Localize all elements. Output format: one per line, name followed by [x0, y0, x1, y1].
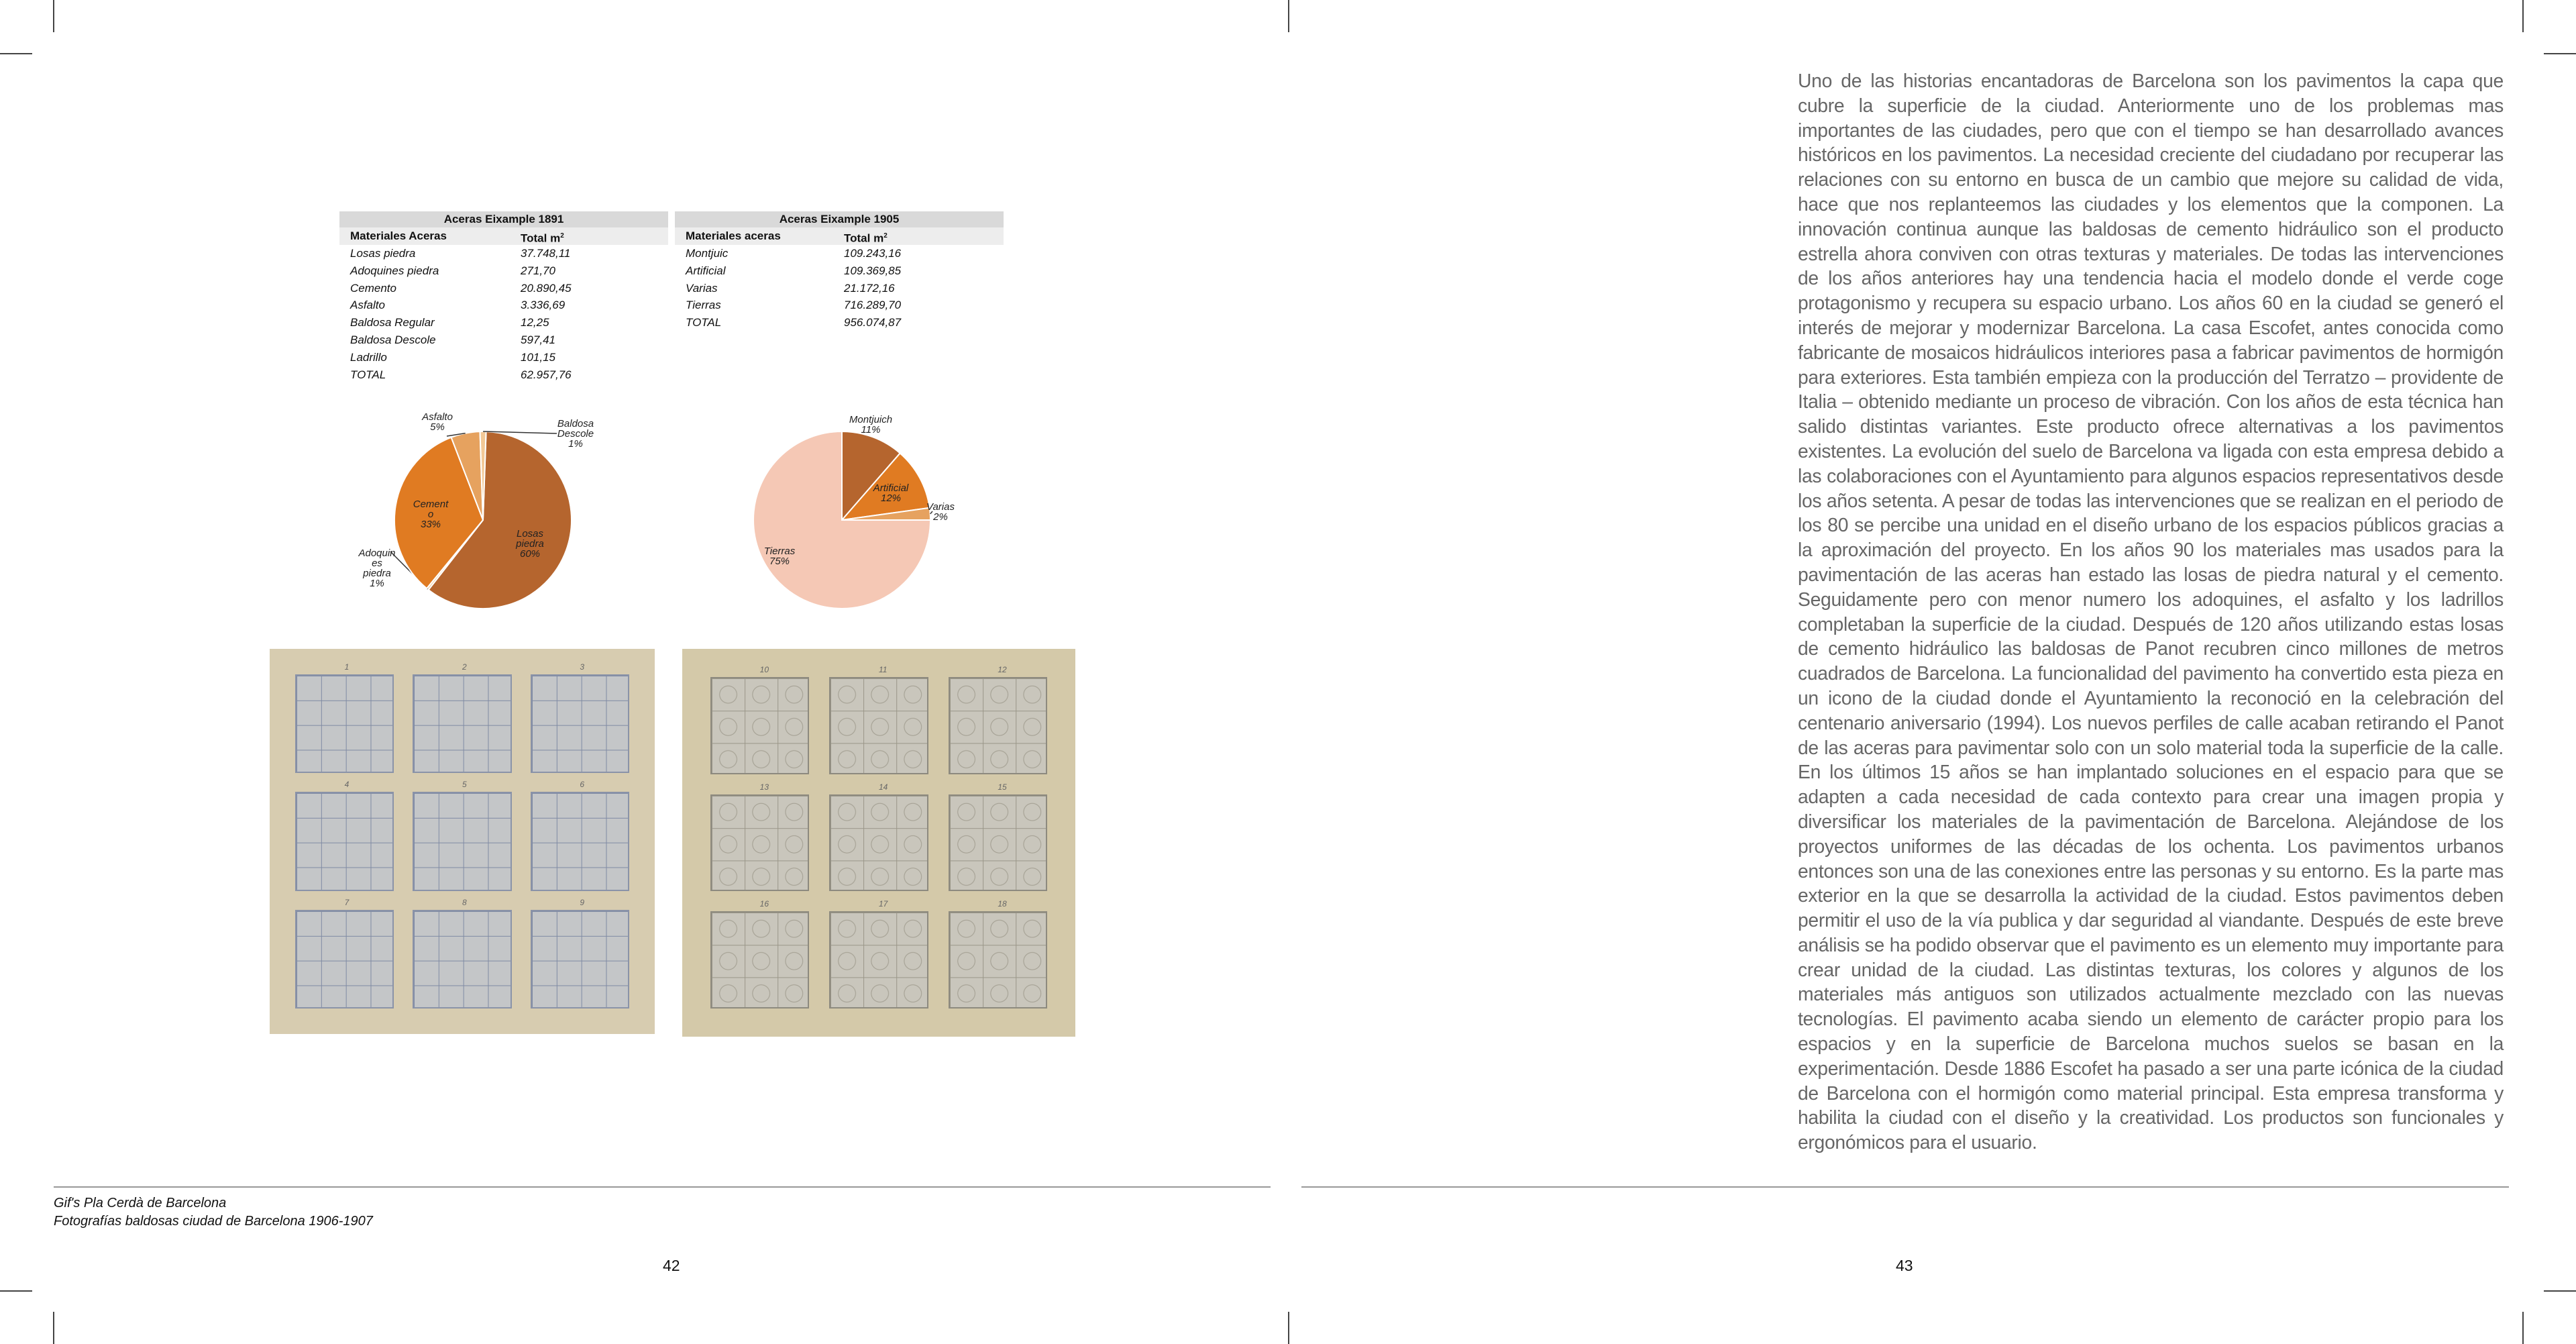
total-cell: 101,15	[521, 350, 555, 364]
caption-line-2: Fotografías baldosas ciudad de Barcelona 1906-1907	[54, 1214, 373, 1229]
tile-sample	[413, 780, 511, 890]
tile-number: 18	[998, 899, 1007, 909]
footer-rule	[54, 1186, 1271, 1188]
material-cell: Artificial	[686, 264, 726, 277]
slice-label: Montjuich 11%	[849, 414, 893, 435]
tile-number: 3	[580, 662, 584, 672]
crop-mark	[0, 1290, 32, 1292]
material-cell: Tierras	[686, 299, 721, 312]
tile-number: 16	[759, 899, 769, 909]
material-cell: Ladrillo	[350, 350, 387, 364]
table-title: Aceras Eixample 1891	[339, 211, 668, 227]
tile-sample	[531, 897, 629, 1009]
slice-label: Adoquin es piedra 1%	[358, 548, 396, 589]
tile-number: 1	[344, 662, 350, 672]
tile-number: 5	[462, 780, 467, 790]
tile-sample	[829, 899, 928, 1009]
body-text: Uno de las historias encantadoras de Barcelona son los pavimentos la capa que cubre la superficie de la ciudad. Anteriormente uno de los problemas mas importantes de las ciudades, pero que con el tiempo se han desarrollado avances históricos en los pavimentos. La necesidad creciente del ciudadano por recuperar las relaciones con su entorno en busca de un cambio que mejore su calidad de vida, hace que nos replanteemos las ciudades y los elementos que la componen. La innovación continua aunque las baldosas de cemento hidráulico son el producto estrella ahora conviven con otras texturas y materiales. De todas las intervenciones de los años anteriores hay una tendencia hacia el modelo donde el verde coge protagonismo y recupera su espacio urbano. Los años 60 en la ciudad se generó el interés de mejorar y modernizar Barcelona. La casa Escofet, antes conocida como fabricante de mosaicos hidráulicos interiores pasa a fabricar pavimentos de hormigón para exteriores. Esta también empieza con la producción del Terratzo – providente de Italia – obtenido mediante un proceso de vibración. Con los años de esta técnica han salido distintas variantes. Este producto ofrece alternativas a los pavimentos existentes. La evolución del suelo de Barcelona va ligada con esta empresa debido a las colaboraciones con el Ayuntamiento para algunos espacios representativos desde los años setenta. A pesar de todas las intervenciones que se realizan en el periodo de los 80 se percibe una unidad en el diseño urbano de los espacios públicos gracias a la aproximación del proyecto. En los años 90 los materiales mas usados para la pavimentación de las aceras han estado las losas de piedra natural y el cemento. Seguidamente pero con menor numero los adoquines, el asfalto y los ladrillos completaban la superficie de la ciudad. Después de 120 años utilizando estas losas de cemento hidráulico las baldosas de Panot recubren cinco millones de metros cuadrados de Barcelona. La funcionalidad del pavimento ha convertido esta pieza en un icono de la ciudad donde el Ayuntamiento la reconoció en la celebración del centenario aniversario (1994). Los nuevos perfiles de calle acaban retirando el Panot de las aceras para pavimentar solo con un solo material toda la superficie de la calle. En los últimos 15 años se han implantado soluciones en el espacio para que se adapten a cada necesidad de cada contexto para crear una imagen propia y diversificar los materiales de la pavimentación de Barcelona. Alejándose de los proyectos uniformes de las décadas de los ochenta. Los pavimentos urbanos entonces son una de las conexiones entre las personas y su entorno. Es la parte mas exterior en la que se desarrolla la actividad de la ciudad. Estos pavimentos deben permitir el uso de la vía publica y dar seguridad al viandante. Después de este breve análisis se ha podido observar que el pavimento es un elemento muy importante para crear unidad de la ciudad. Las distintas texturas, los colores y algunos de los materiales más antiguos son utilizados actualmente mezclado con las nuevas tecnologías. El pavimento acaba siendo un elemento de carácter propio para los espacios y en la superficie de Barcelona muchos suelos se basan en la experimentación. Desde 1886 Escofet ha pasado a ser una parte icónica de la ciudad de Barcelona con el hormigón como material principal. Esta empresa transforma y habilita la ciudad con el diseño y la creatividad. Los productos son funcionales y ergonómicos para el usuario.	[1798, 70, 2504, 1153]
table-row	[675, 280, 1004, 297]
tile-number: 8	[462, 897, 467, 907]
tile-sample	[710, 899, 809, 1009]
total-cell: 109.369,85	[844, 264, 902, 277]
table-1905	[675, 211, 1004, 331]
column-header-total	[521, 227, 668, 245]
table-row	[339, 349, 668, 366]
table-row	[339, 280, 668, 297]
tile-sample	[710, 665, 809, 774]
total-cell: 3.336,69	[521, 299, 566, 312]
crop-mark	[2522, 0, 2524, 32]
crop-mark	[2522, 1312, 2524, 1344]
tile-sample	[949, 665, 1047, 774]
total-cell: 21.172,16	[844, 281, 895, 295]
column-header-material: Materiales aceras	[686, 229, 781, 242]
tile-sample	[413, 897, 511, 1009]
crop-mark	[53, 0, 54, 32]
pie-chart-1905	[724, 403, 1006, 624]
crop-mark	[2544, 53, 2576, 54]
unit-superscript: 2	[883, 232, 888, 240]
tile-number: 14	[878, 782, 888, 792]
figure-caption	[54, 1194, 373, 1231]
table-row	[339, 262, 668, 280]
tile-sample	[710, 782, 809, 892]
tile-number: 7	[344, 897, 350, 907]
slice-label: Artificial 12%	[873, 482, 909, 504]
table-body	[675, 245, 1004, 331]
tile-sample	[829, 665, 928, 774]
pie-chart-1891	[335, 403, 617, 624]
material-cell: Cemento	[350, 281, 396, 295]
material-cell: Varias	[686, 281, 718, 295]
table-row	[339, 331, 668, 349]
total-cell: 20.890,45	[521, 281, 572, 295]
tile-sample	[829, 782, 928, 892]
total-cell: 956.074,87	[844, 316, 902, 329]
material-cell: Baldosa Descole	[350, 333, 436, 346]
crop-mark	[1288, 1312, 1289, 1344]
page-number: 42	[663, 1257, 680, 1274]
crop-mark	[53, 1312, 54, 1344]
table-row	[675, 297, 1004, 314]
total-cell: 62.957,76	[521, 368, 572, 381]
table-row	[339, 245, 668, 262]
tile-number: 15	[998, 782, 1007, 792]
material-cell: Losas piedra	[350, 247, 416, 260]
tile-number: 4	[344, 780, 350, 790]
table-row	[339, 314, 668, 331]
material-cell: Baldosa Regular	[350, 316, 435, 329]
material-cell: Asfalto	[350, 299, 385, 312]
tile-sample	[531, 780, 629, 890]
slice-label: Cement o 33%	[413, 499, 449, 530]
table-header	[675, 227, 1004, 245]
tile-sample	[295, 897, 394, 1009]
total-cell: 716.289,70	[844, 299, 902, 312]
slice-label: Varias 2%	[926, 501, 955, 523]
tile-number: 10	[759, 665, 769, 674]
tile-sample	[949, 899, 1047, 1009]
tile-number: 17	[878, 899, 888, 909]
material-cell: Montjuic	[686, 247, 729, 260]
page-number: 43	[1896, 1257, 1913, 1274]
total-cell: 37.748,11	[521, 247, 571, 260]
table-title: Aceras Eixample 1905	[675, 211, 1004, 227]
tile-number: 11	[878, 665, 888, 674]
column-header-total-label: Total m	[521, 231, 561, 245]
total-cell: 109.243,16	[844, 247, 902, 260]
table-1891	[339, 211, 668, 383]
tile-number: 2	[462, 662, 467, 672]
material-cell: Adoquines piedra	[350, 264, 439, 277]
table-row	[675, 262, 1004, 280]
crop-mark	[1288, 0, 1289, 32]
total-cell: 271,70	[521, 264, 555, 277]
table-row	[675, 314, 1004, 331]
tile-photo-right	[682, 649, 1075, 1037]
slice-label: Baldosa Descole 1%	[557, 418, 594, 450]
crop-mark	[2544, 1290, 2576, 1292]
tile-sample	[949, 782, 1047, 892]
tile-sample	[295, 780, 394, 890]
column-header-total-label: Total m	[844, 231, 884, 245]
table-header	[339, 227, 668, 245]
table-row	[339, 366, 668, 384]
slice-label: Asfalto 5%	[422, 411, 453, 433]
tile-number: 13	[759, 782, 769, 792]
total-cell: 597,41	[521, 333, 555, 346]
column-header-material: Materiales Aceras	[350, 229, 447, 242]
material-cell: TOTAL	[350, 368, 386, 381]
tile-sample	[531, 662, 629, 773]
tile-number: 12	[998, 665, 1007, 674]
slice-label: Tierras 75%	[763, 546, 796, 567]
tile-sample	[413, 662, 511, 773]
tile-sample	[295, 662, 394, 773]
column-header-total	[844, 227, 1004, 245]
tile-photo-left	[270, 649, 655, 1034]
crop-mark	[0, 53, 32, 54]
table-row	[339, 297, 668, 314]
footer-rule	[1301, 1186, 2509, 1188]
unit-superscript: 2	[560, 232, 564, 240]
table-body	[339, 245, 668, 383]
material-cell: TOTAL	[686, 316, 722, 329]
slice-label: Losas piedra 60%	[516, 528, 544, 560]
tile-number: 6	[580, 780, 584, 790]
tile-number: 9	[580, 897, 584, 907]
table-row	[675, 245, 1004, 262]
total-cell: 12,25	[521, 316, 549, 329]
caption-line-1: Gif's Pla Cerdà de Barcelona	[54, 1196, 227, 1210]
